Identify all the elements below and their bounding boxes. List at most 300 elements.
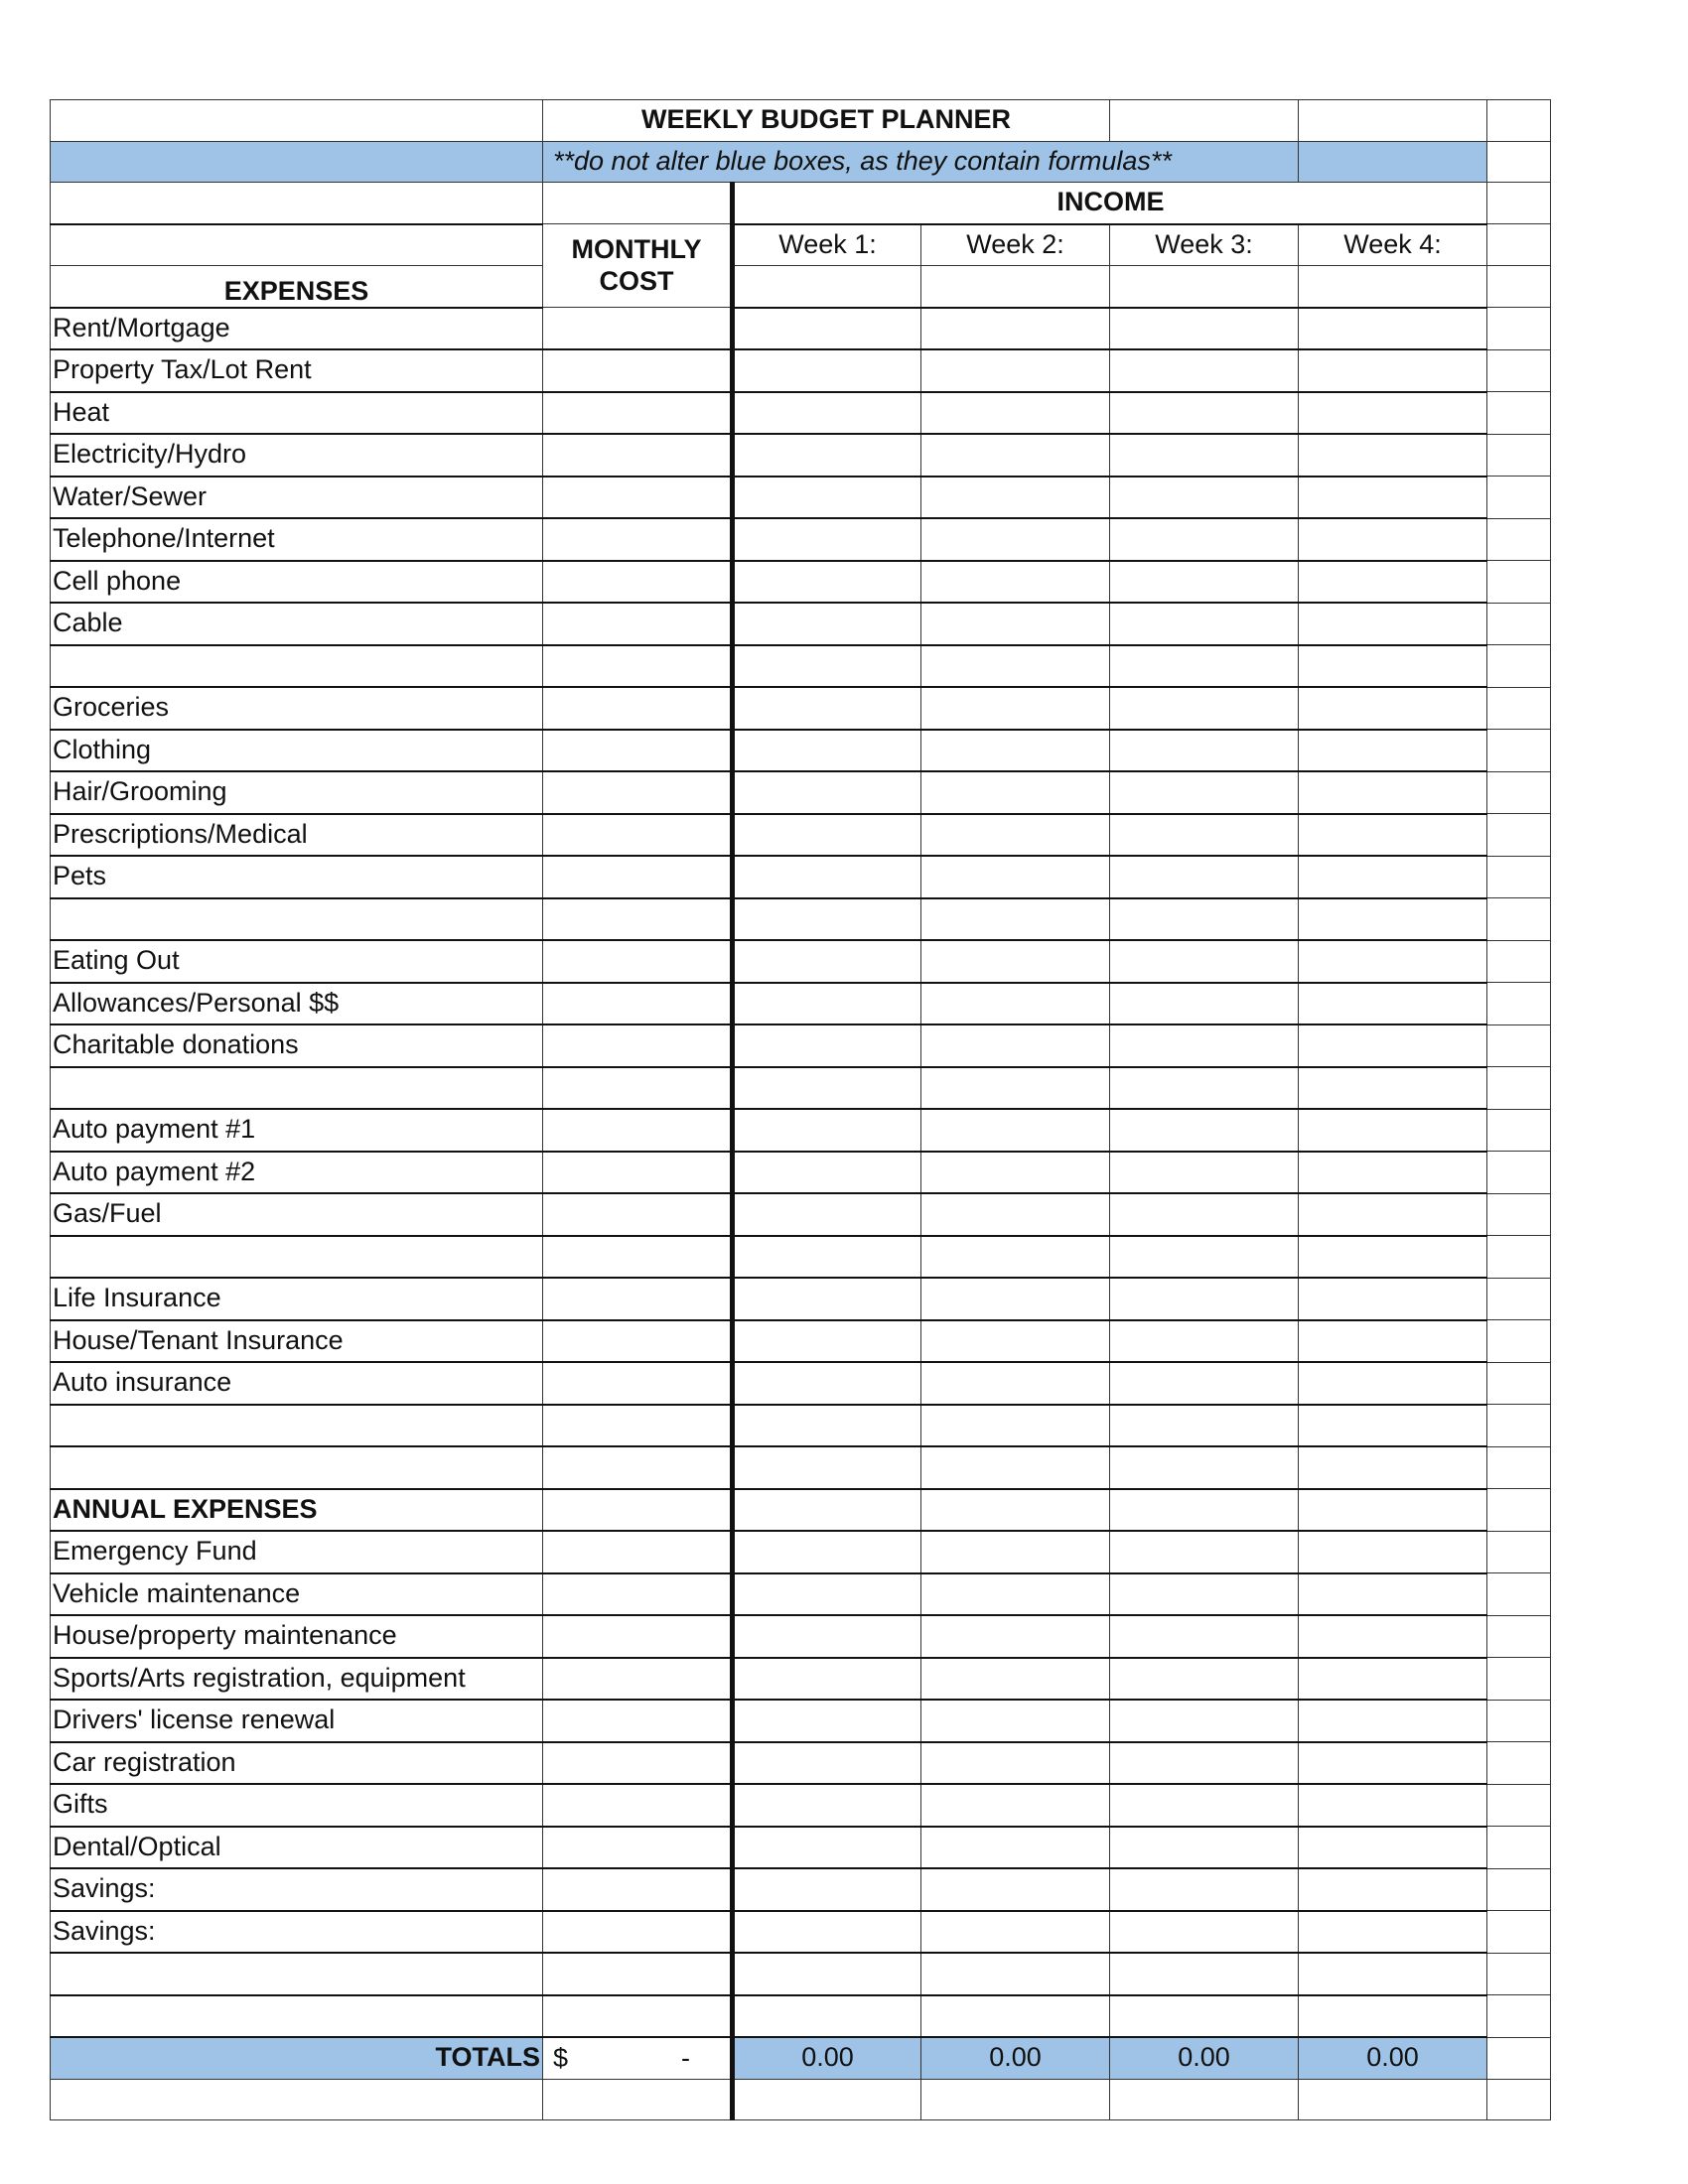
week-cell[interactable] <box>1299 1573 1487 1616</box>
table-row <box>51 1827 1551 1869</box>
monthly-cost-cell[interactable] <box>543 1446 733 1489</box>
monthly-cost-cell[interactable] <box>543 1573 733 1616</box>
week-cell[interactable] <box>921 349 1110 392</box>
table-row <box>51 1658 1551 1701</box>
cell[interactable] <box>1487 1531 1551 1573</box>
week-cell[interactable] <box>1110 1953 1299 1995</box>
week-cell[interactable] <box>1299 1658 1487 1701</box>
monthly-cost-cell[interactable] <box>543 771 733 814</box>
cell[interactable] <box>1487 266 1551 308</box>
week-cell[interactable] <box>921 1236 1110 1279</box>
cell[interactable] <box>1487 1658 1551 1701</box>
week-cell[interactable] <box>1299 1953 1487 1995</box>
week-cell[interactable] <box>1110 1573 1299 1616</box>
week-cell[interactable] <box>921 1278 1110 1320</box>
week-cell[interactable] <box>921 434 1110 477</box>
week-cell[interactable] <box>733 730 921 772</box>
week-cell[interactable] <box>733 687 921 730</box>
week-cell[interactable] <box>921 1320 1110 1363</box>
week-cell[interactable] <box>1299 392 1487 435</box>
week-cell[interactable] <box>733 1573 921 1616</box>
week-cell[interactable] <box>1110 392 1299 435</box>
week-cell[interactable] <box>733 1953 921 1995</box>
week-cell[interactable] <box>733 1278 921 1320</box>
monthly-cost-cell[interactable] <box>543 603 733 645</box>
table-row <box>51 1109 1551 1152</box>
week-cell[interactable] <box>1299 983 1487 1025</box>
cell[interactable] <box>51 2079 543 2120</box>
week-cell[interactable] <box>921 1067 1110 1110</box>
monthly-cost-header <box>543 224 733 308</box>
week-cell[interactable] <box>733 518 921 561</box>
cell[interactable] <box>1487 477 1551 519</box>
cell[interactable] <box>1487 1236 1551 1279</box>
week-cell[interactable] <box>1110 814 1299 857</box>
monthly-cost-cell[interactable] <box>543 1193 733 1236</box>
cell[interactable] <box>1110 100 1299 142</box>
week-cell[interactable] <box>1110 1278 1299 1320</box>
week-cell[interactable] <box>921 1700 1110 1742</box>
week-cell[interactable] <box>1110 1193 1299 1236</box>
week-cell[interactable] <box>1299 1236 1487 1279</box>
week-cell[interactable] <box>1299 1868 1487 1911</box>
cell[interactable] <box>1487 603 1551 645</box>
cell[interactable] <box>921 266 1110 308</box>
week-2-header: Week 2: <box>921 224 1110 266</box>
cell[interactable] <box>1487 141 1551 183</box>
week-cell[interactable] <box>733 1827 921 1869</box>
week-cell[interactable] <box>733 1489 921 1532</box>
cell[interactable] <box>1487 1193 1551 1236</box>
week-cell[interactable] <box>1299 1742 1487 1785</box>
week-cell[interactable] <box>1110 730 1299 772</box>
cell[interactable] <box>1487 2079 1551 2120</box>
week-cell[interactable] <box>1299 561 1487 604</box>
monthly-cost-cell[interactable] <box>543 1700 733 1742</box>
week-cell[interactable] <box>1299 1700 1487 1742</box>
week-cell[interactable] <box>733 1320 921 1363</box>
week-cell[interactable] <box>1299 1362 1487 1405</box>
monthly-cost-cell[interactable] <box>543 1784 733 1827</box>
monthly-cost-cell[interactable] <box>543 983 733 1025</box>
week-cell[interactable] <box>1110 1868 1299 1911</box>
cell[interactable] <box>1487 1446 1551 1489</box>
week-cell[interactable] <box>733 940 921 983</box>
cell[interactable] <box>543 2079 733 2120</box>
week-cell[interactable] <box>1299 1024 1487 1067</box>
cell[interactable] <box>1487 1405 1551 1447</box>
table-row <box>51 1953 1551 1995</box>
week-cell[interactable] <box>1110 645 1299 688</box>
table-row <box>51 1531 1551 1573</box>
week-cell[interactable] <box>733 1658 921 1701</box>
week-cell[interactable] <box>1110 1827 1299 1869</box>
cell[interactable] <box>1487 1615 1551 1658</box>
week-cell[interactable] <box>1299 1489 1487 1532</box>
monthly-cost-cell[interactable] <box>543 477 733 519</box>
week-cell[interactable] <box>921 561 1110 604</box>
week-cell[interactable] <box>733 1362 921 1405</box>
week-cell[interactable] <box>733 1152 921 1194</box>
monthly-cost-cell[interactable] <box>543 1236 733 1279</box>
monthly-cost-cell[interactable] <box>543 1362 733 1405</box>
week-cell[interactable] <box>1299 434 1487 477</box>
cell[interactable] <box>1487 2037 1551 2079</box>
cell[interactable] <box>1487 1573 1551 1616</box>
monthly-cost-cell[interactable] <box>543 1995 733 2038</box>
week-cell[interactable] <box>1110 1531 1299 1573</box>
week-cell[interactable] <box>1110 1784 1299 1827</box>
week-cell[interactable] <box>733 1193 921 1236</box>
week-cell[interactable] <box>1299 308 1487 350</box>
cell[interactable] <box>1487 687 1551 730</box>
week-cell[interactable] <box>1299 1784 1487 1827</box>
expense-label: Gifts <box>51 1784 543 1827</box>
week-cell[interactable] <box>1110 1362 1299 1405</box>
week-cell[interactable] <box>1299 1320 1487 1363</box>
expense-label: Savings: <box>51 1911 543 1954</box>
week-cell[interactable] <box>1110 1024 1299 1067</box>
week-cell[interactable] <box>921 477 1110 519</box>
cell[interactable] <box>1487 1067 1551 1110</box>
cell[interactable] <box>1487 392 1551 435</box>
week-cell[interactable] <box>1299 856 1487 898</box>
cell[interactable] <box>1487 983 1551 1025</box>
cell[interactable] <box>1487 940 1551 983</box>
week-header-row <box>51 224 1551 266</box>
cell[interactable] <box>1487 645 1551 688</box>
week-cell[interactable] <box>1110 434 1299 477</box>
week-cell[interactable] <box>921 1615 1110 1658</box>
monthly-cost-cell[interactable] <box>543 561 733 604</box>
monthly-cost-cell[interactable] <box>543 856 733 898</box>
cell[interactable] <box>1487 1995 1551 2038</box>
monthly-cost-cell[interactable] <box>543 898 733 941</box>
week-cell[interactable] <box>1299 477 1487 519</box>
week-cell[interactable] <box>1299 771 1487 814</box>
cell[interactable] <box>1487 1868 1551 1911</box>
week-cell[interactable] <box>921 771 1110 814</box>
monthly-cost-cell[interactable] <box>543 1868 733 1911</box>
table-row <box>51 1405 1551 1447</box>
week-cell[interactable] <box>921 940 1110 983</box>
week-cell[interactable] <box>921 392 1110 435</box>
week-cell[interactable] <box>1110 940 1299 983</box>
table-row <box>51 1152 1551 1194</box>
table-row <box>51 1911 1551 1954</box>
week-cell[interactable] <box>1110 308 1299 350</box>
week-cell[interactable] <box>733 898 921 941</box>
week-cell[interactable] <box>733 1024 921 1067</box>
week-cell[interactable] <box>921 856 1110 898</box>
week-1-header: Week 1: <box>733 224 921 266</box>
week-cell[interactable] <box>921 1152 1110 1194</box>
week-cell[interactable] <box>1110 477 1299 519</box>
week-cell[interactable] <box>1110 1109 1299 1152</box>
cell[interactable] <box>1487 1320 1551 1363</box>
week-cell[interactable] <box>733 1236 921 1279</box>
week-cell[interactable] <box>1299 1067 1487 1110</box>
week-cell[interactable] <box>1110 518 1299 561</box>
week-cell[interactable] <box>733 1109 921 1152</box>
week-cell[interactable] <box>1299 1193 1487 1236</box>
week-cell[interactable] <box>733 1700 921 1742</box>
week-cell[interactable] <box>1110 603 1299 645</box>
week-cell[interactable] <box>921 1827 1110 1869</box>
week-cell[interactable] <box>733 1446 921 1489</box>
week-cell[interactable] <box>1110 983 1299 1025</box>
monthly-cost-cell[interactable] <box>543 1489 733 1532</box>
week-cell[interactable] <box>733 434 921 477</box>
cell[interactable] <box>51 224 543 266</box>
cell[interactable] <box>733 2079 921 2120</box>
cell[interactable] <box>1487 518 1551 561</box>
week-cell[interactable] <box>733 392 921 435</box>
week-cell[interactable] <box>1110 1995 1299 2038</box>
week-cell[interactable] <box>733 1995 921 2038</box>
week-cell[interactable] <box>733 645 921 688</box>
monthly-cost-cell[interactable] <box>543 1615 733 1658</box>
week-cell[interactable] <box>1299 645 1487 688</box>
monthly-cost-cell[interactable] <box>543 1911 733 1954</box>
cell[interactable] <box>1487 1827 1551 1869</box>
week-cell[interactable] <box>921 603 1110 645</box>
week-cell[interactable] <box>921 518 1110 561</box>
monthly-cost-cell[interactable] <box>543 1827 733 1869</box>
monthly-cost-cell[interactable] <box>543 1405 733 1447</box>
week-cell[interactable] <box>1110 349 1299 392</box>
cell[interactable] <box>1487 183 1551 224</box>
cell[interactable] <box>1299 100 1487 142</box>
week-cell[interactable] <box>1299 1531 1487 1573</box>
week-cell[interactable] <box>921 1446 1110 1489</box>
monthly-cost-cell[interactable] <box>543 1278 733 1320</box>
week-cell[interactable] <box>733 477 921 519</box>
week-cell[interactable] <box>921 1024 1110 1067</box>
cell[interactable] <box>1487 561 1551 604</box>
week-cell[interactable] <box>1299 898 1487 941</box>
week-cell[interactable] <box>1110 1615 1299 1658</box>
week-cell[interactable] <box>1299 1446 1487 1489</box>
week-cell[interactable] <box>921 1911 1110 1954</box>
week-cell[interactable] <box>1110 1446 1299 1489</box>
monthly-cost-cell[interactable] <box>543 1953 733 1995</box>
expense-label: Hair/Grooming <box>51 771 543 814</box>
week-cell[interactable] <box>1110 1742 1299 1785</box>
monthly-cost-cell[interactable] <box>543 518 733 561</box>
monthly-cost-cell[interactable] <box>543 1531 733 1573</box>
week-cell[interactable] <box>1110 856 1299 898</box>
cell[interactable] <box>1487 1911 1551 1954</box>
monthly-cost-cell[interactable] <box>543 1109 733 1152</box>
week-cell[interactable] <box>921 1193 1110 1236</box>
expense-label: Drivers' license renewal <box>51 1700 543 1742</box>
week-cell[interactable] <box>921 1109 1110 1152</box>
cell[interactable] <box>1487 1024 1551 1067</box>
week-cell[interactable] <box>921 730 1110 772</box>
cell[interactable] <box>921 2079 1110 2120</box>
cell[interactable] <box>1487 1109 1551 1152</box>
week-cell[interactable] <box>1299 687 1487 730</box>
week-cell[interactable] <box>1299 940 1487 983</box>
week-cell[interactable] <box>1299 1995 1487 2038</box>
expense-label: Auto insurance <box>51 1362 543 1405</box>
week-cell[interactable] <box>921 687 1110 730</box>
week-cell[interactable] <box>921 1489 1110 1532</box>
week-cell[interactable] <box>1110 1658 1299 1701</box>
week-cell[interactable] <box>921 1995 1110 2038</box>
week-cell[interactable] <box>733 561 921 604</box>
week-cell[interactable] <box>733 856 921 898</box>
week-cell[interactable] <box>733 1531 921 1573</box>
week-cell[interactable] <box>921 1784 1110 1827</box>
week-cell[interactable] <box>921 1742 1110 1785</box>
cell[interactable] <box>1487 814 1551 857</box>
monthly-cost-cell[interactable] <box>543 1658 733 1701</box>
week-cell[interactable] <box>1299 518 1487 561</box>
monthly-cost-cell[interactable] <box>543 308 733 350</box>
week-cell[interactable] <box>921 308 1110 350</box>
cell[interactable] <box>1487 856 1551 898</box>
cell[interactable] <box>1487 898 1551 941</box>
week-cell[interactable] <box>1299 1405 1487 1447</box>
week-cell[interactable] <box>733 308 921 350</box>
week-cell[interactable] <box>921 1531 1110 1573</box>
totals-row <box>51 2037 1551 2079</box>
week-cell[interactable] <box>733 1868 921 1911</box>
cell[interactable] <box>543 183 733 224</box>
expense-label <box>51 1953 543 1995</box>
week-cell[interactable] <box>733 1784 921 1827</box>
week-cell[interactable] <box>1299 730 1487 772</box>
week-cell[interactable] <box>1299 814 1487 857</box>
week-cell[interactable] <box>733 771 921 814</box>
week-cell[interactable] <box>1110 1911 1299 1954</box>
week-cell[interactable] <box>921 1573 1110 1616</box>
week-cell[interactable] <box>921 1953 1110 1995</box>
table-row <box>51 1615 1551 1658</box>
cell[interactable] <box>1110 266 1299 308</box>
cell[interactable] <box>1487 1700 1551 1742</box>
cell[interactable] <box>1487 1953 1551 1995</box>
expense-label: Water/Sewer <box>51 477 543 519</box>
week-cell[interactable] <box>733 983 921 1025</box>
monthly-cost-cell[interactable] <box>543 1024 733 1067</box>
monthly-cost-cell[interactable] <box>543 1152 733 1194</box>
week-cell[interactable] <box>921 1405 1110 1447</box>
cell[interactable] <box>51 183 543 224</box>
monthly-cost-cell[interactable] <box>543 645 733 688</box>
week-cell[interactable] <box>733 1742 921 1785</box>
cell[interactable] <box>1487 308 1551 350</box>
week-cell[interactable] <box>1299 1615 1487 1658</box>
week-cell[interactable] <box>1299 349 1487 392</box>
monthly-cost-cell[interactable] <box>543 434 733 477</box>
monthly-cost-cell[interactable] <box>543 687 733 730</box>
week-cell[interactable] <box>1299 1278 1487 1320</box>
cell[interactable] <box>51 100 543 142</box>
cell[interactable] <box>1487 1362 1551 1405</box>
cell[interactable] <box>1487 1784 1551 1827</box>
cell[interactable] <box>1487 1152 1551 1194</box>
week-cell[interactable] <box>1110 1489 1299 1532</box>
week-cell[interactable] <box>1110 687 1299 730</box>
expense-label: Vehicle maintenance <box>51 1573 543 1616</box>
cell[interactable] <box>1487 771 1551 814</box>
week-cell[interactable] <box>1110 1405 1299 1447</box>
week-cell[interactable] <box>733 1911 921 1954</box>
week-cell[interactable] <box>1299 603 1487 645</box>
week-cell[interactable] <box>1110 898 1299 941</box>
cell[interactable] <box>1487 1489 1551 1532</box>
expense-label <box>51 1067 543 1110</box>
cell[interactable] <box>1299 266 1487 308</box>
week-cell[interactable] <box>1299 1827 1487 1869</box>
expense-label <box>51 1405 543 1447</box>
week-cell[interactable] <box>1299 1911 1487 1954</box>
cell[interactable] <box>1487 730 1551 772</box>
week-cell[interactable] <box>921 1658 1110 1701</box>
monthly-cost-cell[interactable] <box>543 349 733 392</box>
cell[interactable] <box>733 266 921 308</box>
monthly-cost-cell[interactable] <box>543 1067 733 1110</box>
monthly-cost-cell[interactable] <box>543 1742 733 1785</box>
expense-label: Life Insurance <box>51 1278 543 1320</box>
monthly-cost-cell[interactable] <box>543 392 733 435</box>
cell[interactable] <box>1487 100 1551 142</box>
week-cell[interactable] <box>733 1405 921 1447</box>
cell[interactable] <box>1487 1278 1551 1320</box>
table-row <box>51 814 1551 857</box>
table-row <box>51 1193 1551 1236</box>
week-cell[interactable] <box>1110 1152 1299 1194</box>
cell[interactable] <box>1487 224 1551 266</box>
week-cell[interactable] <box>921 645 1110 688</box>
week-cell[interactable] <box>1110 561 1299 604</box>
cell[interactable] <box>1487 349 1551 392</box>
week-cell[interactable] <box>921 1868 1110 1911</box>
week-cell[interactable] <box>1299 1152 1487 1194</box>
week-cell[interactable] <box>1110 1236 1299 1279</box>
table-row <box>51 1995 1551 2038</box>
week-cell[interactable] <box>733 349 921 392</box>
cell[interactable] <box>1487 434 1551 477</box>
monthly-cost-cell[interactable] <box>543 730 733 772</box>
week-cell[interactable] <box>1110 1700 1299 1742</box>
monthly-cost-cell[interactable] <box>543 814 733 857</box>
cell[interactable] <box>1110 2079 1299 2120</box>
week-cell[interactable] <box>1110 771 1299 814</box>
title-row <box>51 100 1551 142</box>
week-cell[interactable] <box>1110 1320 1299 1363</box>
week-cell[interactable] <box>921 814 1110 857</box>
week-cell[interactable] <box>733 814 921 857</box>
expense-label <box>51 645 543 688</box>
week-cell[interactable] <box>1299 1109 1487 1152</box>
week-cell[interactable] <box>733 603 921 645</box>
week-cell[interactable] <box>1110 1067 1299 1110</box>
week-cell[interactable] <box>921 983 1110 1025</box>
monthly-cost-cell[interactable] <box>543 940 733 983</box>
monthly-cost-cell[interactable] <box>543 1320 733 1363</box>
week-cell[interactable] <box>921 1362 1110 1405</box>
table-row <box>51 856 1551 898</box>
week-cell[interactable] <box>921 898 1110 941</box>
week-cell[interactable] <box>733 1615 921 1658</box>
week-cell[interactable] <box>733 1067 921 1110</box>
cell[interactable] <box>1299 2079 1487 2120</box>
cell[interactable] <box>1487 1742 1551 1785</box>
